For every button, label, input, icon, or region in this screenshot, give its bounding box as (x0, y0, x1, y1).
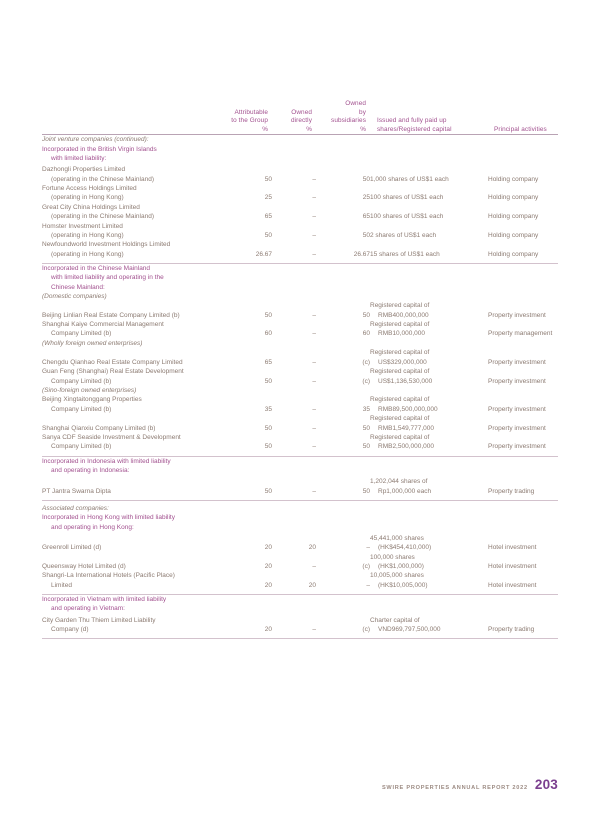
company-name: Sanya CDF Seaside Investment & Development Company Limited (b) (42, 433, 181, 451)
section-label-associated (42, 500, 558, 513)
capital-value: 10,005,000 shares (HK$10,005,000) (370, 572, 428, 589)
principal-activity-value: Holding company (488, 175, 539, 183)
attributable-value: 50 (264, 311, 272, 319)
attributable-value: 60 (264, 330, 272, 338)
capital-value: Registered capital of RMB10,000,000 (370, 321, 430, 338)
company-name: Beijing Xingtaitonggang Properties Company Limited (b) (42, 396, 142, 413)
owned-by-subsidiaries-value: 50 (362, 232, 370, 240)
capital-value: 2 shares of US$1 each (370, 232, 437, 240)
table-row (42, 433, 558, 452)
principal-activity-value: Property investment (488, 405, 546, 413)
capital-value: Registered capital of US$1,136,530,000 (370, 368, 433, 385)
group-heading-text: Incorporated in the Chinese Mainland with limited liability and operating in the Chinese Mainland: (42, 265, 164, 291)
footer-report-title: SWIRE PROPERTIES ANNUAL REPORT 2022 (381, 785, 528, 791)
attributable-value: 50 (264, 232, 272, 240)
table-row (42, 534, 558, 553)
principal-activity-value: Holding company (488, 250, 539, 258)
principal-activity-value: Property trading (488, 626, 535, 634)
owned-directly-value: 20 (308, 581, 316, 589)
group-heading-chinese-mainland (42, 264, 558, 292)
company-name: Shanghai Qianxiu Company Limited (b) (42, 424, 156, 432)
capital-value: 45,441,000 shares (HK$454,410,000) (370, 534, 432, 552)
capital-value: 100 shares of US$1 each (370, 213, 444, 221)
owned-by-subsidiaries-value: 50 (362, 311, 370, 319)
attributable-value: 35 (264, 405, 272, 413)
owned-directly-value: – (312, 213, 316, 221)
owned-by-subsidiaries-value: 60 (362, 330, 370, 338)
table-row (42, 301, 558, 320)
owned-by-subsidiaries-value: 25 (362, 194, 370, 202)
notes-table-container (42, 100, 558, 639)
owned-by-subsidiaries-value: – (366, 544, 370, 552)
table-row (42, 571, 558, 590)
owned-by-subsidiaries-value: – (366, 581, 370, 589)
subsidiaries-table (42, 100, 558, 639)
table-row (42, 367, 558, 386)
owned-directly-value: – (312, 405, 316, 413)
table-row (42, 616, 558, 635)
principal-activity-value: Holding company (488, 213, 539, 221)
company-name: Great City China Holdings Limited (operating in the Chinese Mainland) (42, 203, 154, 221)
group-heading-bvi (42, 145, 558, 163)
attributable-value: 65 (264, 358, 272, 366)
owned-by-subsidiaries-value: 65 (362, 213, 370, 221)
table-row (42, 240, 558, 259)
table-row (42, 553, 558, 572)
capital-value: Charter capital of VND969,797,500,000 (370, 616, 441, 634)
attributable-value: 50 (264, 487, 272, 495)
owned-by-subsidiaries-value: (c) (362, 377, 370, 385)
owned-by-subsidiaries-value: 26.67 (353, 250, 370, 258)
table-row (42, 203, 558, 222)
principal-activity-value: Property investment (488, 311, 546, 319)
principal-activity-value: Property investment (488, 358, 546, 366)
table-row (42, 414, 558, 433)
owned-by-subsidiaries-value: (c) (362, 358, 370, 366)
capital-value: Registered capital of RMB1,549,777,000 (370, 415, 435, 432)
attributable-value: 50 (264, 377, 272, 385)
header-attributable: Attributable to the Group % (231, 108, 268, 133)
subsection-label-text: (Wholly foreign owned enterprises) (42, 339, 143, 347)
company-name: Chengdu Qianhao Real Estate Company Limited (42, 358, 183, 366)
section-label-text: Associated companies: (42, 504, 109, 512)
table-row (42, 477, 558, 496)
owned-by-subsidiaries-value: 50 (362, 424, 370, 432)
principal-activity-value: Property investment (488, 424, 546, 432)
principal-activity-value: Hotel investment (488, 581, 537, 589)
table-row (42, 348, 558, 367)
owned-directly-value: – (312, 424, 316, 432)
table-row (42, 395, 558, 414)
owned-by-subsidiaries-value: (c) (362, 626, 370, 634)
principal-activity-value: Holding company (488, 232, 539, 240)
company-name: Beijing Linlian Real Estate Company Limited (b) (42, 311, 180, 319)
subsection-label-text: (Domestic companies) (42, 292, 107, 300)
attributable-value: 20 (264, 563, 272, 571)
owned-directly-value: – (312, 377, 316, 385)
attributable-value: 50 (264, 443, 272, 451)
company-name: Shanghai Kaiye Commercial Management Company Limited (b) (42, 321, 164, 338)
attributable-value: 65 (264, 213, 272, 221)
capital-value: 1,202,044 shares of Rp1,000,000 each (370, 478, 432, 495)
owned-directly-value: – (312, 563, 316, 571)
attributable-value: 20 (264, 581, 272, 589)
company-name: Shangri-La International Hotels (Pacific Place) Limited (42, 572, 175, 589)
owned-directly-value: – (312, 443, 316, 451)
section-label-text: Joint venture companies (continued): (42, 136, 149, 144)
principal-activity-value: Holding company (488, 194, 539, 202)
group-heading-vietnam (42, 595, 558, 614)
owned-by-subsidiaries-value: (c) (362, 563, 370, 571)
table-row (42, 222, 558, 241)
table-bottom-rule (42, 638, 558, 639)
company-name: City Garden Thu Thiem Limited Liability Company (d) (42, 616, 156, 634)
attributable-value: 20 (264, 544, 272, 552)
group-heading-text: Incorporated in Indonesia with limited liability and operating in Indonesia: (42, 457, 171, 474)
principal-activity-value: Hotel investment (488, 563, 537, 571)
company-name: Queensway Hotel Limited (d) (42, 563, 126, 571)
attributable-value: 50 (264, 175, 272, 183)
principal-activity-value: Property investment (488, 443, 546, 451)
attributable-value: 20 (264, 626, 272, 634)
owned-directly-value: – (312, 487, 316, 495)
capital-value: Registered capital of US$329,000,000 (370, 349, 430, 366)
company-name: Fortune Access Holdings Limited (operating in Hong Kong) (42, 185, 137, 202)
capital-value: Registered capital of RMB2,500,000,000 (370, 433, 435, 451)
principal-activity-value: Property trading (488, 487, 535, 495)
header-name (42, 100, 214, 134)
owned-directly-value: – (312, 330, 316, 338)
company-name: Dazhongli Properties Limited (operating in the Chinese Mainland) (42, 166, 154, 183)
owned-directly-value: – (312, 358, 316, 366)
attributable-value: 26.67 (255, 250, 272, 258)
header-owned-directly: Owned directly % (290, 108, 312, 133)
page-footer (382, 777, 558, 792)
company-name: Homster Investment Limited (operating in Hong Kong) (42, 222, 124, 240)
group-heading-text: Incorporated in the British Virgin Islands with limited liability: (42, 145, 157, 162)
table-row (42, 165, 558, 184)
capital-value: 100,000 shares (HK$1,000,000) (370, 553, 424, 571)
owned-directly-value: – (312, 194, 316, 202)
company-name: Guan Feng (Shanghai) Real Estate Development Company Limited (b) (42, 368, 184, 385)
table-row (42, 184, 558, 203)
owned-directly-value: – (312, 311, 316, 319)
principal-activity-value: Hotel investment (488, 544, 537, 552)
owned-by-subsidiaries-value: 50 (362, 175, 370, 183)
group-heading-hong-kong (42, 513, 558, 531)
company-name: Newfoundworld Investment Holdings Limited (operating in Hong Kong) (42, 241, 171, 258)
group-heading-text: Incorporated in Hong Kong with limited liability and operating in Hong Kong: (42, 514, 175, 531)
owned-directly-value: – (312, 626, 316, 634)
subsection-label-sino-foreign (42, 386, 558, 395)
group-heading-indonesia (42, 456, 558, 475)
subsection-label-wholly-foreign (42, 339, 558, 348)
owned-directly-value: – (312, 250, 316, 258)
owned-directly-value: 20 (308, 544, 316, 552)
section-label-joint-venture (42, 135, 558, 145)
owned-by-subsidiaries-value: 35 (362, 405, 370, 413)
owned-directly-value: – (312, 232, 316, 240)
owned-by-subsidiaries-value: 50 (362, 487, 370, 495)
attributable-value: 25 (264, 194, 272, 202)
company-name: PT Jantra Swarna Dipta (42, 487, 111, 495)
capital-value: 1,000 shares of US$1 each (370, 175, 449, 183)
capital-value: Registered capital of RMB400,000,000 (370, 302, 430, 319)
attributable-value: 50 (264, 424, 272, 432)
owned-by-subsidiaries-value: 50 (362, 443, 370, 451)
principal-activity-value: Property investment (488, 377, 546, 385)
capital-value: 15 shares of US$1 each (370, 250, 440, 258)
company-name: Greenroll Limited (d) (42, 544, 102, 552)
group-heading-text: Incorporated in Vietnam with limited liability and operating in Vietnam: (42, 596, 167, 613)
table-row (42, 320, 558, 339)
header-owned-by-subsidiaries: Owned by subsidiaries % (331, 100, 366, 133)
table-header-row (42, 100, 558, 134)
subsection-label-domestic (42, 292, 558, 301)
header-capital: Issued and fully paid up shares/Registered capital (377, 117, 452, 133)
capital-value: 100 shares of US$1 each (370, 194, 444, 202)
page-number: 203 (534, 777, 558, 792)
principal-activity-value: Property management (488, 330, 553, 338)
header-principal-activities: Principal activities (494, 125, 547, 133)
capital-value: Registered capital of RMB89,500,000,000 (370, 396, 438, 413)
subsection-label-text: (Sino-foreign owned enterprises) (42, 386, 137, 394)
owned-directly-value: – (312, 175, 316, 183)
